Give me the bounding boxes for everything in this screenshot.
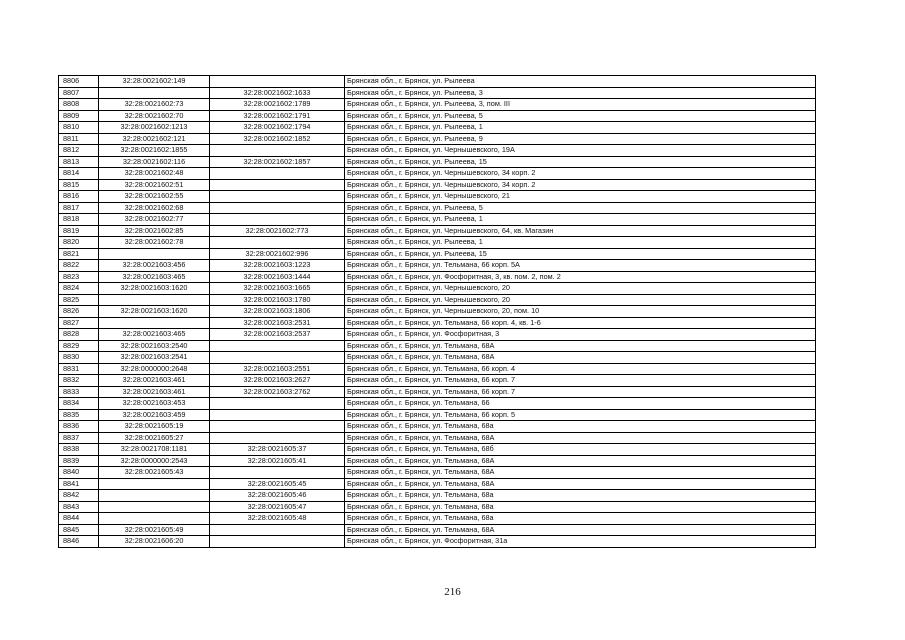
object-cadastral-number-cell	[210, 432, 345, 444]
cadastral-number-cell: 32:28:0021603:461	[99, 386, 210, 398]
table-body	[59, 76, 816, 548]
table-row	[59, 398, 816, 410]
object-cadastral-number-cell: 32:28:0021603:1780	[210, 294, 345, 306]
table-row	[59, 501, 816, 513]
row-number-cell: 8833	[59, 386, 99, 398]
object-cadastral-number-cell	[210, 179, 345, 191]
address-cell: Брянская обл., г. Брянск, ул. Рылеева, 3	[345, 87, 816, 99]
address-cell: Брянская обл., г. Брянск, ул. Чернышевского, 20	[345, 294, 816, 306]
cadastral-number-cell: 32:28:0021606:20	[99, 536, 210, 548]
table-row	[59, 386, 816, 398]
cadastral-number-cell: 32:28:0021605:49	[99, 524, 210, 536]
cadastral-number-cell: 32:28:0021605:19	[99, 421, 210, 433]
cadastral-number-cell	[99, 248, 210, 260]
row-number-cell: 8845	[59, 524, 99, 536]
cadastral-number-cell: 32:28:0021603:456	[99, 260, 210, 272]
address-cell: Брянская обл., г. Брянск, ул. Тельмана, 68А	[345, 352, 816, 364]
table-row	[59, 99, 816, 111]
row-number-cell: 8815	[59, 179, 99, 191]
row-number-cell: 8822	[59, 260, 99, 272]
cadastral-number-cell: 32:28:0021602:70	[99, 110, 210, 122]
address-cell: Брянская обл., г. Брянск, ул. Фосфоритная, 3	[345, 329, 816, 341]
table-row	[59, 191, 816, 203]
object-cadastral-number-cell: 32:28:0021603:1665	[210, 283, 345, 295]
table-row	[59, 294, 816, 306]
property-register-table	[58, 75, 816, 548]
cadastral-number-cell: 32:28:0021603:465	[99, 271, 210, 283]
row-number-cell: 8837	[59, 432, 99, 444]
address-cell: Брянская обл., г. Брянск, ул. Тельмана, 68А	[345, 478, 816, 490]
address-cell: Брянская обл., г. Брянск, ул. Рылеева, 15	[345, 248, 816, 260]
row-number-cell: 8826	[59, 306, 99, 318]
table-row	[59, 306, 816, 318]
row-number-cell: 8843	[59, 501, 99, 513]
cadastral-number-cell: 32:28:0021602:149	[99, 76, 210, 88]
object-cadastral-number-cell	[210, 214, 345, 226]
address-cell: Брянская обл., г. Брянск, ул. Чернышевского, 20	[345, 283, 816, 295]
table-row	[59, 156, 816, 168]
address-cell: Брянская обл., г. Брянск, ул. Фосфоритная, 3, кв. пом. 2, пом. 2	[345, 271, 816, 283]
address-cell: Брянская обл., г. Брянск, ул. Рылеева, 3, пом. III	[345, 99, 816, 111]
table-row	[59, 76, 816, 88]
object-cadastral-number-cell	[210, 340, 345, 352]
row-number-cell: 8807	[59, 87, 99, 99]
object-cadastral-number-cell: 32:28:0021603:1444	[210, 271, 345, 283]
row-number-cell: 8812	[59, 145, 99, 157]
object-cadastral-number-cell	[210, 398, 345, 410]
cadastral-number-cell: 32:28:0021602:55	[99, 191, 210, 203]
object-cadastral-number-cell: 32:28:0021605:48	[210, 513, 345, 525]
row-number-cell: 8834	[59, 398, 99, 410]
table-row	[59, 271, 816, 283]
table-row	[59, 168, 816, 180]
cadastral-number-cell: 32:28:0021602:1213	[99, 122, 210, 134]
object-cadastral-number-cell: 32:28:0021602:1857	[210, 156, 345, 168]
table-row	[59, 444, 816, 456]
object-cadastral-number-cell	[210, 352, 345, 364]
row-number-cell: 8829	[59, 340, 99, 352]
table-row	[59, 363, 816, 375]
table-row	[59, 214, 816, 226]
row-number-cell: 8810	[59, 122, 99, 134]
address-cell: Брянская обл., г. Брянск, ул. Тельмана, 66 корп. 7	[345, 386, 816, 398]
table-row	[59, 490, 816, 502]
address-cell: Брянская обл., г. Брянск, ул. Тельмана, 68А	[345, 524, 816, 536]
table-row	[59, 248, 816, 260]
row-number-cell: 8839	[59, 455, 99, 467]
table-row	[59, 329, 816, 341]
row-number-cell: 8832	[59, 375, 99, 387]
row-number-cell: 8836	[59, 421, 99, 433]
row-number-cell: 8806	[59, 76, 99, 88]
object-cadastral-number-cell: 32:28:0021605:45	[210, 478, 345, 490]
address-cell: Брянская обл., г. Брянск, ул. Чернышевского, 21	[345, 191, 816, 203]
address-cell: Брянская обл., г. Брянск, ул. Рылеева, 5	[345, 110, 816, 122]
object-cadastral-number-cell: 32:28:0021603:2762	[210, 386, 345, 398]
row-number-cell: 8818	[59, 214, 99, 226]
address-cell: Брянская обл., г. Брянск, ул. Тельмана, 68А	[345, 432, 816, 444]
object-cadastral-number-cell	[210, 168, 345, 180]
cadastral-number-cell: 32:28:0021605:43	[99, 467, 210, 479]
cadastral-number-cell: 32:28:0021602:116	[99, 156, 210, 168]
cadastral-number-cell: 32:28:0021602:73	[99, 99, 210, 111]
address-cell: Брянская обл., г. Брянск, ул. Тельмана, 68А	[345, 455, 816, 467]
object-cadastral-number-cell	[210, 145, 345, 157]
object-cadastral-number-cell: 32:28:0021603:2627	[210, 375, 345, 387]
cadastral-number-cell: 32:28:0021602:1855	[99, 145, 210, 157]
row-number-cell: 8823	[59, 271, 99, 283]
object-cadastral-number-cell	[210, 536, 345, 548]
object-cadastral-number-cell: 32:28:0021603:2531	[210, 317, 345, 329]
table-row	[59, 145, 816, 157]
address-cell: Брянская обл., г. Брянск, ул. Рылеева, 1	[345, 122, 816, 134]
row-number-cell: 8844	[59, 513, 99, 525]
cadastral-number-cell: 32:28:0021603:1620	[99, 283, 210, 295]
table-row	[59, 432, 816, 444]
address-cell: Брянская обл., г. Брянск, ул. Тельмана, 68б	[345, 444, 816, 456]
cadastral-number-cell: 32:28:0021708:1181	[99, 444, 210, 456]
object-cadastral-number-cell: 32:28:0021605:46	[210, 490, 345, 502]
row-number-cell: 8840	[59, 467, 99, 479]
table-row	[59, 237, 816, 249]
row-number-cell: 8817	[59, 202, 99, 214]
object-cadastral-number-cell: 32:28:0021603:2551	[210, 363, 345, 375]
cadastral-number-cell: 32:28:0021602:48	[99, 168, 210, 180]
row-number-cell: 8831	[59, 363, 99, 375]
page-number: 216	[444, 586, 461, 598]
cadastral-number-cell: 32:28:0000000:2543	[99, 455, 210, 467]
table-row	[59, 260, 816, 272]
address-cell: Брянская обл., г. Брянск, ул. Рылеева, 1	[345, 214, 816, 226]
cadastral-number-cell	[99, 294, 210, 306]
cadastral-number-cell: 32:28:0021603:461	[99, 375, 210, 387]
cadastral-number-cell: 32:28:0021602:121	[99, 133, 210, 145]
table-row	[59, 283, 816, 295]
row-number-cell: 8821	[59, 248, 99, 260]
table-row	[59, 409, 816, 421]
table-row	[59, 513, 816, 525]
object-cadastral-number-cell: 32:28:0021602:1791	[210, 110, 345, 122]
table-row	[59, 122, 816, 134]
row-number-cell: 8838	[59, 444, 99, 456]
address-cell: Брянская обл., г. Брянск, ул. Рылеева, 1	[345, 237, 816, 249]
address-cell: Брянская обл., г. Брянск, ул. Чернышевского, 20, пом. 10	[345, 306, 816, 318]
cadastral-number-cell	[99, 513, 210, 525]
address-cell: Брянская обл., г. Брянск, ул. Тельмана, 68а	[345, 501, 816, 513]
row-number-cell: 8809	[59, 110, 99, 122]
table-row	[59, 340, 816, 352]
cadastral-number-cell	[99, 501, 210, 513]
cadastral-number-cell	[99, 490, 210, 502]
row-number-cell: 8824	[59, 283, 99, 295]
address-cell: Брянская обл., г. Брянск, ул. Тельмана, 68а	[345, 421, 816, 433]
address-cell: Брянская обл., г. Брянск, ул. Тельмана, 66 корп. 4, кв. 1-6	[345, 317, 816, 329]
address-cell: Брянская обл., г. Брянск, ул. Рылеева	[345, 76, 816, 88]
object-cadastral-number-cell: 32:28:0021602:1794	[210, 122, 345, 134]
table-row	[59, 87, 816, 99]
row-number-cell: 8819	[59, 225, 99, 237]
table-row	[59, 455, 816, 467]
table-row	[59, 524, 816, 536]
address-cell: Брянская обл., г. Брянск, ул. Тельмана, 66	[345, 398, 816, 410]
address-cell: Брянская обл., г. Брянск, ул. Чернышевского, 64, кв. Магазин	[345, 225, 816, 237]
cadastral-number-cell: 32:28:0021603:459	[99, 409, 210, 421]
address-cell: Брянская обл., г. Брянск, ул. Фосфоритная, 31а	[345, 536, 816, 548]
table-row	[59, 133, 816, 145]
address-cell: Брянская обл., г. Брянск, ул. Тельмана, 68а	[345, 490, 816, 502]
object-cadastral-number-cell: 32:28:0021603:2537	[210, 329, 345, 341]
cadastral-number-cell: 32:28:0021603:1620	[99, 306, 210, 318]
object-cadastral-number-cell	[210, 237, 345, 249]
row-number-cell: 8811	[59, 133, 99, 145]
cadastral-number-cell: 32:28:0021603:2541	[99, 352, 210, 364]
address-cell: Брянская обл., г. Брянск, ул. Чернышевского, 34 корп. 2	[345, 179, 816, 191]
address-cell: Брянская обл., г. Брянск, ул. Рылеева, 5	[345, 202, 816, 214]
object-cadastral-number-cell: 32:28:0021602:1852	[210, 133, 345, 145]
cadastral-number-cell: 32:28:0021602:85	[99, 225, 210, 237]
object-cadastral-number-cell	[210, 467, 345, 479]
address-cell: Брянская обл., г. Брянск, ул. Тельмана, 66 корп. 7	[345, 375, 816, 387]
row-number-cell: 8827	[59, 317, 99, 329]
address-cell: Брянская обл., г. Брянск, ул. Тельмана, 68А	[345, 467, 816, 479]
cadastral-number-cell: 32:28:0021603:2540	[99, 340, 210, 352]
object-cadastral-number-cell: 32:28:0021602:1789	[210, 99, 345, 111]
address-cell: Брянская обл., г. Брянск, ул. Тельмана, 66 корп. 5А	[345, 260, 816, 272]
object-cadastral-number-cell	[210, 524, 345, 536]
cadastral-number-cell	[99, 317, 210, 329]
row-number-cell: 8835	[59, 409, 99, 421]
address-cell: Брянская обл., г. Брянск, ул. Тельмана, 68А	[345, 340, 816, 352]
table-row	[59, 110, 816, 122]
row-number-cell: 8813	[59, 156, 99, 168]
object-cadastral-number-cell	[210, 409, 345, 421]
row-number-cell: 8816	[59, 191, 99, 203]
object-cadastral-number-cell: 32:28:0021605:37	[210, 444, 345, 456]
row-number-cell: 8825	[59, 294, 99, 306]
object-cadastral-number-cell	[210, 76, 345, 88]
table-row	[59, 375, 816, 387]
table-row	[59, 225, 816, 237]
cadastral-number-cell: 32:28:0021602:51	[99, 179, 210, 191]
cadastral-number-cell	[99, 87, 210, 99]
address-cell: Брянская обл., г. Брянск, ул. Тельмана, 66 корп. 4	[345, 363, 816, 375]
address-cell: Брянская обл., г. Брянск, ул. Чернышевского, 19А	[345, 145, 816, 157]
table-row	[59, 352, 816, 364]
cadastral-number-cell	[99, 478, 210, 490]
row-number-cell: 8814	[59, 168, 99, 180]
cadastral-number-cell: 32:28:0021603:465	[99, 329, 210, 341]
object-cadastral-number-cell: 32:28:0021602:1633	[210, 87, 345, 99]
table-row	[59, 179, 816, 191]
address-cell: Брянская обл., г. Брянск, ул. Тельмана, 68а	[345, 513, 816, 525]
row-number-cell: 8846	[59, 536, 99, 548]
object-cadastral-number-cell: 32:28:0021605:47	[210, 501, 345, 513]
cadastral-number-cell: 32:28:0021602:78	[99, 237, 210, 249]
row-number-cell: 8842	[59, 490, 99, 502]
row-number-cell: 8820	[59, 237, 99, 249]
table-row	[59, 467, 816, 479]
address-cell: Брянская обл., г. Брянск, ул. Тельмана, 66 корп. 5	[345, 409, 816, 421]
address-cell: Брянская обл., г. Брянск, ул. Рылеева, 9	[345, 133, 816, 145]
table-row	[59, 317, 816, 329]
cadastral-number-cell: 32:28:0021605:27	[99, 432, 210, 444]
object-cadastral-number-cell: 32:28:0021602:773	[210, 225, 345, 237]
row-number-cell: 8808	[59, 99, 99, 111]
address-cell: Брянская обл., г. Брянск, ул. Чернышевского, 34 корп. 2	[345, 168, 816, 180]
table-row	[59, 536, 816, 548]
table-row	[59, 421, 816, 433]
row-number-cell: 8841	[59, 478, 99, 490]
table-row	[59, 478, 816, 490]
object-cadastral-number-cell: 32:28:0021603:1806	[210, 306, 345, 318]
object-cadastral-number-cell: 32:28:0021603:1223	[210, 260, 345, 272]
object-cadastral-number-cell	[210, 202, 345, 214]
cadastral-number-cell: 32:28:0021603:453	[99, 398, 210, 410]
row-number-cell: 8828	[59, 329, 99, 341]
object-cadastral-number-cell: 32:28:0021602:996	[210, 248, 345, 260]
table-row	[59, 202, 816, 214]
cadastral-number-cell: 32:28:0000000:2648	[99, 363, 210, 375]
address-cell: Брянская обл., г. Брянск, ул. Рылеева, 15	[345, 156, 816, 168]
object-cadastral-number-cell: 32:28:0021605:41	[210, 455, 345, 467]
object-cadastral-number-cell	[210, 191, 345, 203]
cadastral-number-cell: 32:28:0021602:68	[99, 202, 210, 214]
cadastral-number-cell: 32:28:0021602:77	[99, 214, 210, 226]
row-number-cell: 8830	[59, 352, 99, 364]
object-cadastral-number-cell	[210, 421, 345, 433]
